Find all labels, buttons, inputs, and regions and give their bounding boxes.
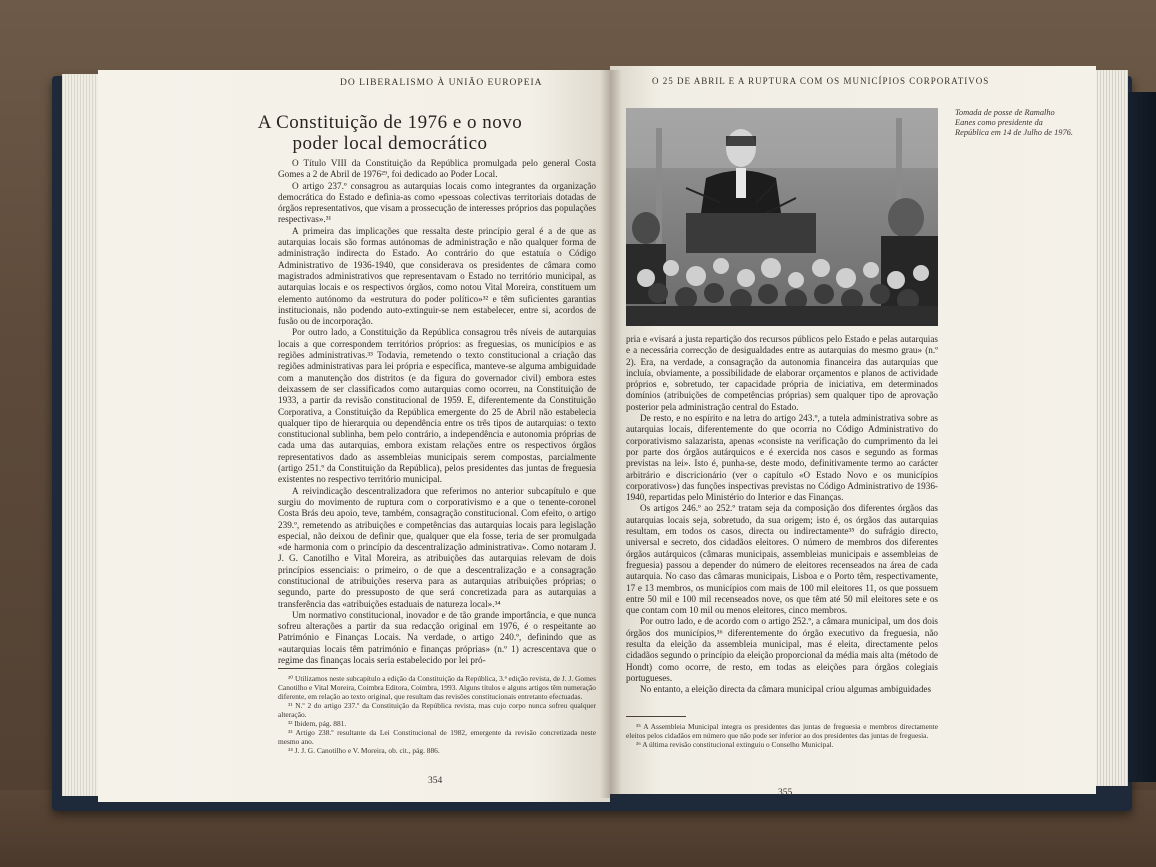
chapter-title-line-2: poder local democrático xyxy=(292,133,488,154)
photo-illustration xyxy=(626,108,938,326)
footnote: ³⁴ J. J. G. Canotilho e V. Moreira, ob. cit., pág. 886. xyxy=(288,746,440,755)
paragraph: No entanto, a eleição directa da câmara municipal criou algumas ambiguidades xyxy=(640,684,932,695)
photo-caption: Tomada de posse de Ramalho Eanes como presidente da República em 14 de Julho de 1976. xyxy=(955,108,1073,137)
right-body-text xyxy=(626,334,938,706)
page-stack-right xyxy=(1092,70,1128,786)
footnote: ³⁰ Utilizamos neste subcapítulo a edição da Constituição da República, 3.ª edição revista, de J. J. Gomes Canotilho e Vital Moreira, Coimbra Editora, Coimbra, 1993. Alguns títulos e alguns artigos têm numeração diferente, em relação ao texto original, que resultam das revisões constitucionais entretanto efectuadas. xyxy=(278,674,596,701)
left-page-number: 354 xyxy=(428,776,443,786)
paragraph: Um normativo constitucional, inovador e de tão grande importância, e que nunca sofreu alterações a partir da sua redacção original em 1976, é o respeitante ao Património e Finanças Locais. Na verdade, o artigo 240.º, definindo que as «autarquias locais têm património e finanças próprias» (n.º 1) acrescentava que o regime das finanças locais seria estabelecido por lei pró- xyxy=(278,609,596,666)
paragraph: O Título VIII da Constituição da República promulgada pelo general Costa Gomes a 2 de Abril de 1976²⁹, foi dedicado ao Poder Local. xyxy=(278,158,596,180)
paragraph: A reivindicação descentralizadora que referimos no anterior subcapítulo e que surgiu do movimento de ruptura com o corporativismo e a que o tenente-coronel Costa Brás deu apoio, teve, também, consagração constitucional. Com efeito, o artigo 239.º, remetendo as atribuições e competências das autarquias locais para legislação especial, não deixou de definir que, qualquer que ela fosse, teria de ser promulgada «de harmonia com o princípio da descentralização administrativa». Como notaram J. J. G. Canotilho e Vital Moreira, as atribuições das autarquias relevam de dois princípios essenciais: o primeiro, o de que a descentralização e a consagração constitucional de atribuições reserva para as autarquias atribuições próprias; o segundo, parte do pressuposto de que será concretizada para as autarquias a transferência das «atribuições estaduais de natureza local».³⁴ xyxy=(278,485,596,609)
footnote-rule xyxy=(278,668,338,669)
footnote: ³⁵ A Assembleia Municipal integra os presidentes das juntas de freguesia e membros directamente eleitos pelos cidadãos em número que não pode ser inferior ao dos presidentes das juntas de freguesia. xyxy=(626,722,938,740)
paragraph: Por outro lado, a Constituição da República consagrou três níveis de autarquias locais a que correspondem territórios próprios: as freguesias, os municípios e as regiões administrativas.³³ Todavia, remetendo o texto constitucional a criação das regiões administrativas para lei própria e específica, manteve-se alguma ambiguidade com a manutenção dos distritos (e da figura do governador civil) embora estes deixassem de ser classificados como autarquias como ocorreu, na Constituição de 1933, a partir da revisão constitucional de 1959. E, diferentemente da Constituição Corporativa, a Constituição da República emergente do 25 de Abril não estabelecia qualquer tipo de hierarquia ou dependência entre os três tipos de autarquias: o texto constitucional sublinha, bem pelo contrário, a independência e autonomia próprias de cada uma das autarquias, embora existam relações entre os respectivos órgãos representativos dado as assembleias municipais serem compostas, parcialmente (artigo 251.º da Constituição da República), pelos presidentes das juntas de freguesia existentes no respectivo território municipal. xyxy=(278,327,596,485)
left-body-text xyxy=(278,158,596,666)
left-running-head: DO LIBERALISMO À UNIÃO EUROPEIA xyxy=(340,78,543,88)
footnote: ³² Ibidem, pág. 881. xyxy=(288,719,347,728)
left-footnotes xyxy=(278,674,596,770)
paragraph: pria e «visará a justa repartição dos recursos públicos pelo Estado e pelas autarquias e a necessária correcção de desigualdades entre as autarquias do mesmo grau» (n.º 2). Era, na verdade, a consagração da autonomia financeira das autarquias que incluía, obviamente, a possibilidade de elaborar orçamentos e planos de actividade próprios e, sobretudo, ter capacidade própria de iniciativa, em determinados domínios (atribuições de competências próprias) sem qualquer tipo de aprovação posterior pela administração central do Estado. xyxy=(626,334,938,412)
paragraph: De resto, e no espírito e na letra do artigo 243.º, a tutela administrativa sobre as autarquias locais, diferentemente do que ocorria no Código Administrativo do corporativismo salazarista, apenas «consiste na verificação do cumprimento da lei por parte dos órgãos autárquicos e é exercida nos casos e segundo as formas previstas na lei». Isto é, punha-se, deste modo, definitivamente termo ao carácter arbitrário e discricionário (ver o capítulo «O Estado Novo e os municípios corporativos») das funções inspectivas previstas no Código Administrativo de 1936-1940, repartidas pelo Ministério do Interior e das Finanças. xyxy=(626,413,938,503)
right-page-number: 355 xyxy=(778,788,793,798)
right-footnotes xyxy=(626,722,938,774)
chapter-title-line-1: A Constituição de 1976 e o novo xyxy=(257,112,523,133)
paragraph: O artigo 237.º consagrou as autarquias locais como integrantes da organização democrática do Estado e definia-as como «pessoas colectivas territoriais dotadas de órgãos representativos, que visam a prossecução de interesses próprios das populações respectivas».³¹ xyxy=(278,180,596,225)
footnote: ³¹ N.º 2 do artigo 237.º da Constituição da República revista, mas cujo corpo nunca sofreu qualquer alteração. xyxy=(278,701,596,719)
paragraph: A primeira das implicações que ressalta deste princípio geral é a de que as autarquias locais são formas autónomas de administração e não qualquer forma de administração indirecta do Estado. Ao contrário do que estatuía o Código Administrativo de 1936-1940, que considerava os presidentes de câmara como magistrados administrativos que representavam o Estado no território municipal, as autarquias locais e os respectivos órgãos, como notou Vital Moreira, constituem um elemento autónomo da «estrutura do poder político»³² e têm suficientes garantias institucionais, não podendo auto-extinguir-se nem estabelecer, entre si, acordos de fusão ou de incorporação. xyxy=(278,225,596,327)
page-stack-left xyxy=(62,74,102,796)
footnote: ³⁶ A última revisão constitucional extinguiu o Conselho Municipal. xyxy=(636,740,834,749)
paragraph: Por outro lado, e de acordo com o artigo 252.º, a câmara municipal, um dos dois órgãos dos municípios,³⁶ diferentemente do órgão executivo da freguesia, não resulta da eleição da assembleia municipal, mas é eleita, directamente pelos cidadãos segundo o princípio da eleição proporcional da média mais alta (método de Hondt) como ocorre, de resto, em todas as eleições para órgãos colegiais portugueses. xyxy=(626,616,938,683)
footnote-rule xyxy=(626,716,686,717)
paragraph: Os artigos 246.º ao 252.º tratam seja da composição dos diferentes órgãos das autarquias locais seja, sobretudo, da sua origem; isto é, os órgãos das autarquias resultam, em todos os casos, directa ou indirectamente³⁵ do sufrágio directo, universal e secreto, dos cidadãos eleitores. O número de membros dos diferentes órgãos autárquicos (câmaras municipais, assembleias municipais e assembleias de freguesia) passou a depender do número de eleitores recenseados na área de cada autarquia. No caso das câmaras municipais, Lisboa e o Porto têm, respectivamente, 17 e 13 membros, os municípios com mais de 100 mil eleitores 11, os que possuem entre 50 mil e 100 mil recenseados nove, os que têm até 50 mil eleitores sete e os que contam com 10 mil ou menos eleitores, cinco membros. xyxy=(626,503,938,616)
footnote: ³³ Artigo 238.º resultante da Lei Constitucional de 1982, emergente da revisão concretizada neste mesmo ano. xyxy=(278,728,596,746)
inauguration-photo xyxy=(626,108,938,326)
book-gutter xyxy=(600,70,622,798)
chapter-title xyxy=(190,112,590,154)
right-running-head: O 25 DE ABRIL E A RUPTURA COM OS MUNICÍPIOS CORPORATIVOS xyxy=(652,76,990,86)
